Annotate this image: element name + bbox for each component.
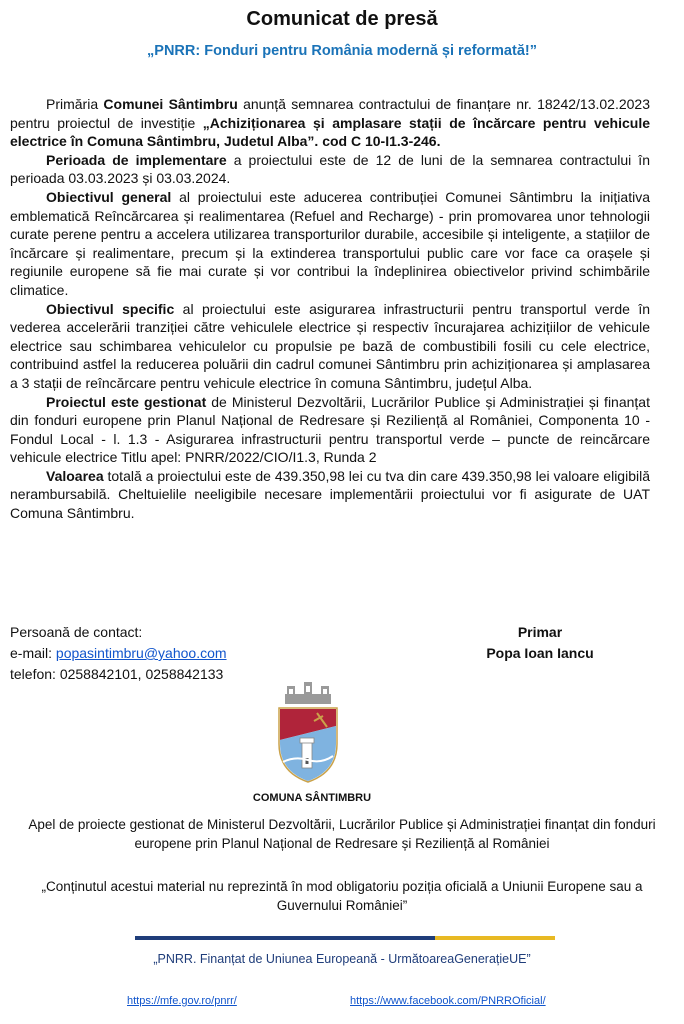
paragraph-value [10,467,650,523]
bold-run: „Achiziționarea și amplasare stații de încărcare pentru vehicule electrice în Comuna Sântimbru, Judetul Alba”. cod C 10-I1.3-246. [10,114,650,150]
contact-heading: Persoană de contact: [10,624,143,640]
footer-divider [135,934,555,942]
footer-tagline: „PNRR. Finanțat de Uniunea Europeană - UrmătoareaGenerațieUE” [153,952,531,966]
mayor-signature [480,622,600,664]
paragraph-general-objective [10,188,650,300]
mayor-name: Popa Ioan Iancu [486,645,594,661]
bold-run: Obiectivul general [46,188,172,205]
bold-run: Valoarea [46,467,104,484]
program-statement: Apel de proiecte gestionat de Ministerul Dezvoltării, Lucrărilor Publice și Administrației finanțat din fonduri europene prin Planul Național de Redresare și Reziliență al României [28,817,656,851]
press-release-body [10,95,650,523]
text-run: anunță semnarea contractului de finanțare nr. 18242/13.02.2023 pentru proiectul de investiție [10,96,650,131]
disclaimer: „Conținutul acestui material nu reprezintă în mod obligatoriu poziția oficială a Uniunii Europene sau a Guvernului României” [41,879,643,913]
crest-caption: COMUNA SÂNTIMBRU [252,792,372,804]
coat-of-arms-icon [275,680,341,784]
paragraph-specific-objective [10,300,650,393]
page-subtitle: „PNRR: Fonduri pentru România modernă și reformată!” [147,43,537,59]
mfe-link[interactable]: https://mfe.gov.ro/pnrr/ [127,995,237,1007]
paragraph-period [10,151,650,188]
text-run: al proiectului este asigurarea infrastructurii pentru transportul verde în vederea accelerării tranziției către vehiculele electrice și respectiv încurajarea achizițiilor de vehicule electrice sau schimbarea vehiculelor cu propulsie pe bază de combustibili fosili cu cele electrice, contribuind astfel la reducerea poluării din cadrul comunei Sântimbru prin achiziționarea și amplasarea a 3 stații de reîncărcare pentru vehicule electrice în comuna Sântimbru, județul Alba. [10,300,651,391]
text-run: a proiectului este de 12 de luni de la semnarea contractului în perioada 03.03.2023 și 03.03.2024. [10,151,650,187]
email-link[interactable]: popasintimbru@yahoo.com [55,645,227,661]
bold-run: Perioada de implementare [46,151,227,168]
text-run: totală a proiectului este de 439.350,98 lei cu tva din care 439.350,98 lei valoare eligibilă nerambursabilă. Cheltuielile neeligibile necesare implementării proiectului vor fi asigurate de UAT Comuna Sântimbru. [10,467,650,522]
text-run: de Ministerul Dezvoltării, Lucrărilor Publice și Administrației și finanțat din fonduri europene prin Planul Național de Redresare și Reziliență al României, Componenta 10 - Fondul Local - l. 1.3 - Asigurarea infrastructurii pentru transportul verde – puncte de reincărcare vehicule electrice Titlu apel: PNRR/2022/CIO/I1.3, Runda 2 [10,393,650,466]
paragraph-management [10,393,650,467]
contact-block [10,622,227,685]
text-run: Primăria [46,96,104,112]
bold-run: Proiectul este gestionat [46,393,207,410]
email-label: e-mail: [10,645,56,661]
bold-run: Comunei Sântimbru [103,96,238,112]
contact-phone: telefon: 0258842101, 0258842133 [10,666,224,682]
contact-email-row [10,643,227,664]
page-title: Comunicat de presă [246,8,438,30]
paragraph-intro [10,95,650,151]
mayor-role: Primar [517,624,563,640]
facebook-link[interactable]: https://www.facebook.com/PNRROficial/ [350,995,546,1007]
text-run: al proiectului este aducerea contribuției Comunei Sântimbru la inițiativa emblematică Reîncărcarea și realimentarea (Refuel and Recharge) - prin promovarea unor tehnologii curate perene pentru a accelera utilizarea transporturilor durabile, accesibile și inteligente, a stațiilor de încărcare și realimentare, precum și la extinderea transportului public care vor face ca orașele și regiunile europene să fie mai curate și vor contribui la îndeplinirea obiectivelor privind schimbările climatice. [10,188,650,298]
bold-run: Obiectivul specific [46,300,175,317]
mural-crown-icon [285,682,331,704]
